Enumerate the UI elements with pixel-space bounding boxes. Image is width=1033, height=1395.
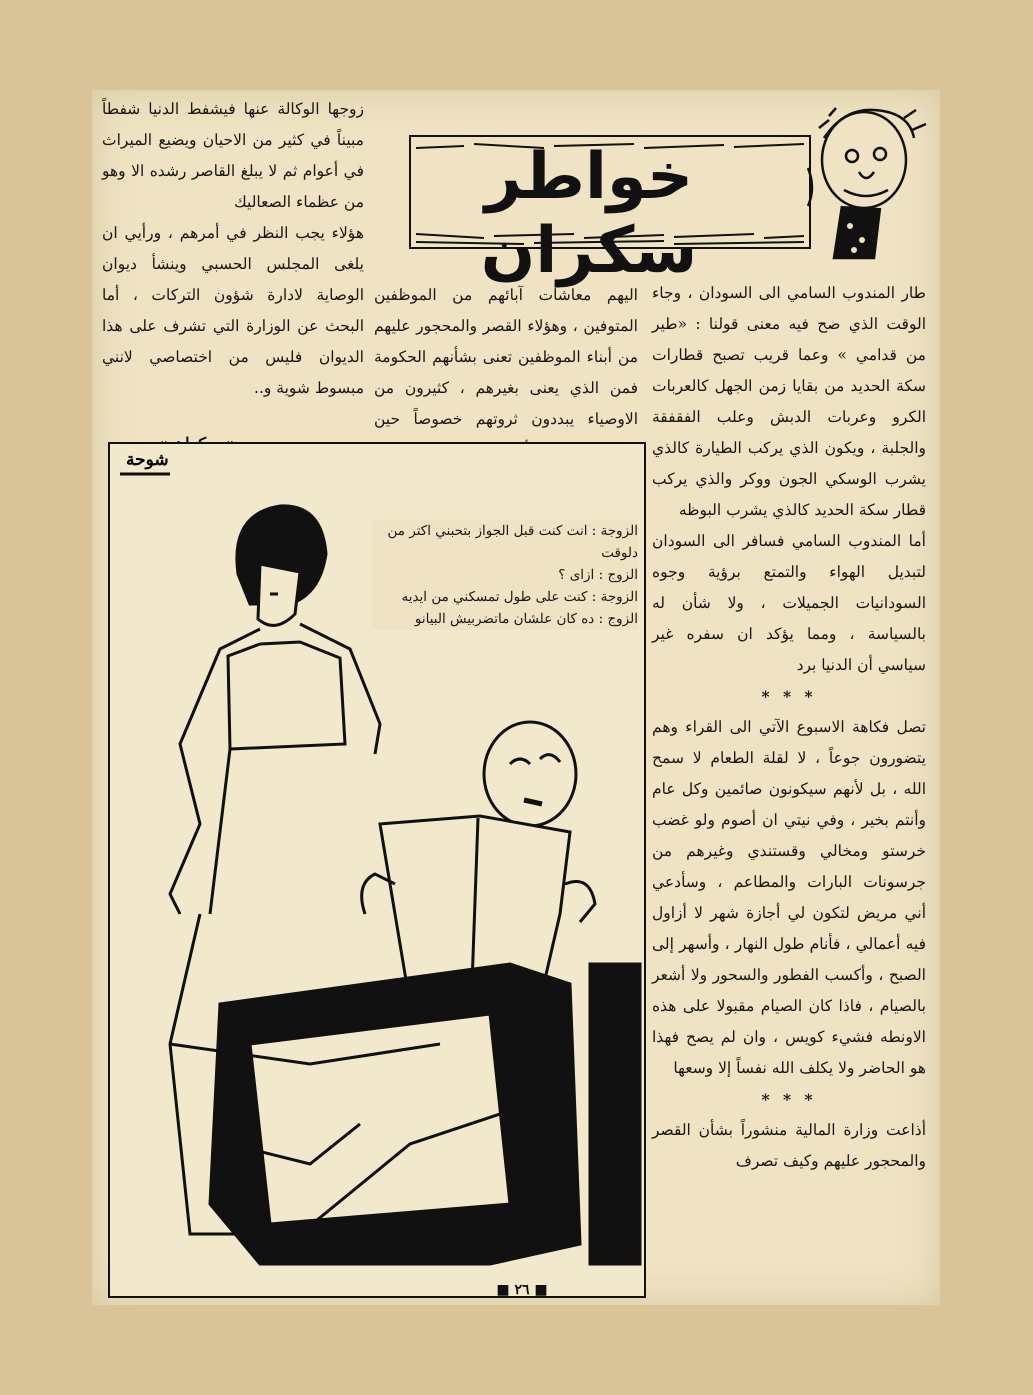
paragraph: زوجها الوكالة عنها فيشفط الدنيا شفطاً مبيناً في كثير من الاحيان ويضيع الميراث في أعوام ثم لا يبلغ القاصر رشده الا وهو من عظماء الصعاليك — [102, 100, 364, 211]
dialogue-line: الزوجة : انت كنت قبل الجواز بتحبني اكتر من دلوقت — [387, 523, 638, 561]
cartoon-dialogue — [372, 520, 638, 630]
column-right — [652, 278, 926, 1177]
dialogue-line: الزوجة : كنت على طول تمسكني من ايديه — [401, 589, 638, 605]
section-separator: * * * — [761, 1090, 817, 1109]
caricature-face-graphic — [808, 108, 926, 258]
column-banner — [404, 98, 934, 288]
paragraph: طار المندوب السامي الى السودان ، وجاء الوقت الذي صح فيه معنى قولنا : «طير من قدامي » وعما قريب تصبح قطارات سكة الحديد من بقايا زمن الجهل كالعربات الكرو وعربات الدبش وعلب الفقفقة والجلبة ، ويكون الذي يركب الطيارة كالذي يشرب الوسكي الجون ووكر والذي يركب قطار سكة الحديد كالذي يشرب البوظه — [652, 284, 926, 519]
artist-signature: شوحة — [126, 450, 169, 470]
paragraph: أذاعت وزارة المالية منشوراً بشأن القصر والمحجور عليهم وكيف تصرف — [652, 1121, 926, 1170]
paragraph: أما المندوب السامي فسافر الى السودان لتبديل الهواء والتمتع برؤية وجوه السودانيات الجميلات ، ولا شأن له بالسياسة ، ومما يؤكد ان سفره غير سياسي أن الدنيا برد — [652, 532, 926, 674]
dialogue-line: الزوج : ده كان علشان ماتضربيش البيانو — [414, 611, 638, 627]
column-title: خواطر سكران — [480, 140, 698, 288]
paragraph: اليهم معاشات آبائهم من الموظفين المتوفين ، وهؤلاء القصر والمحجور عليهم من أبناء الموظفين تعنى بشأنهم الحكومة فمن الذي يعنى بغيرهم ، كثيرون من الاوصياء يبددون ثروتهم خصوصاً حين — [374, 286, 638, 428]
column-left — [102, 94, 364, 404]
dialogue-line: الزوج : ازاى ؟ — [558, 567, 638, 583]
paragraph: تصل فكاهة الاسبوع الآتي الى القراء وهم يتضورون جوعاً ، لا لقلة الطعام لا سمح الله ، بل لأنهم سيكونون صائمين وكل عام وأنتم بخير ، وفي نيتي ان أصوم ولو غضب خرستو ومخالي وقستندي وغيرهم من جرسونات البارات والمطاعم ، وسأدعي أني مريض لتكون لي أجازة شهر لا أزاول فيه أعمالي ، فأنام طول النهار ، وأسهر إلى الصبح ، وأكسب الفطور والسحور ولا أشعر بالصيام ، فاذا كان الصيام مقبولا على هذه الاونطه فشيء كويس ، وان لم يصح فهذا هو الحاضر ولا يكلف الله نفساً إلا وسعها — [652, 718, 926, 1077]
section-separator: * * * — [761, 687, 817, 706]
magazine-page — [92, 90, 940, 1305]
page-number: ■ ٢٦ ■ — [496, 1282, 548, 1298]
paragraph: هؤلاء يجب النظر في أمرهم ، ورأيي ان يلغى المجلس الحسبي وينشأ ديوان الوصاية لادارة شؤون التركات ، أما البحث عن الوزارة التي تشرف على هذا الديوان فليس من اختصاصي لانني مبسوط شوية و.. — [102, 224, 364, 397]
